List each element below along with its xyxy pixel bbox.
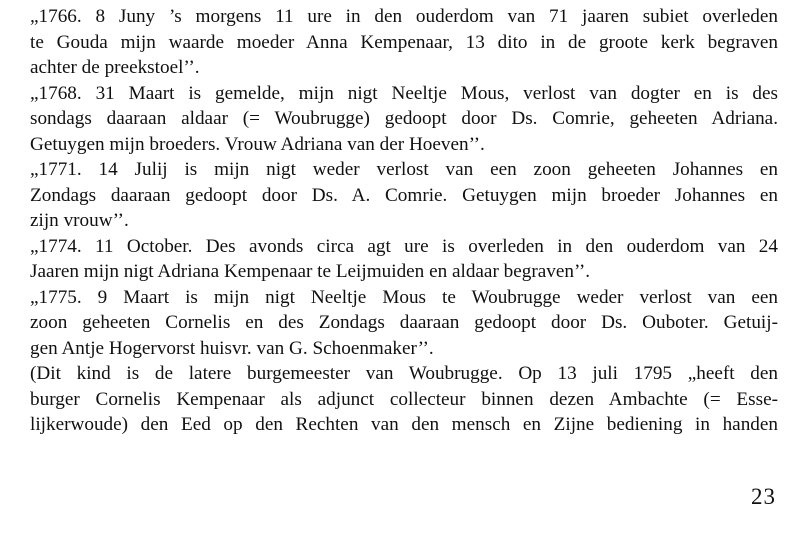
text-line: burger Cornelis Kempenaar als adjunct collecteur binnen dezen Ambachte (= Esse-	[30, 388, 778, 410]
body-text	[30, 4, 778, 438]
text-line: gen Antje Hogervorst huisvr. van G. Schoenmaker’’.	[30, 337, 434, 359]
text-line: „1774. 11 October. Des avonds circa agt ure is overleden in den ouderdom van 24	[30, 235, 778, 257]
text-line: te Gouda mijn waarde moeder Anna Kempenaar, 13 dito in de groote kerk begraven	[30, 31, 778, 53]
text-line: Jaaren mijn nigt Adriana Kempenaar te Leijmuiden en aldaar begraven’’.	[30, 261, 591, 282]
text-line: lijkerwoude) den Eed op den Rechten van den mensch en Zijne bediening in handen	[30, 414, 778, 435]
page-number: 23	[751, 484, 776, 509]
text-line: (Dit kind is de latere burgemeester van Woubrugge. Op 13 juli 1795 „heeft den	[30, 363, 778, 384]
text-line: „1768. 31 Maart is gemelde, mijn nigt Neeltje Mous, verlost van dogter en is des	[30, 82, 778, 104]
text-line: sondags daaraan aldaar (= Woubrugge) gedoopt door Ds. Comrie, geheeten Adriana.	[30, 108, 778, 129]
text-line: Getuygen mijn broeders. Vrouw Adriana van der Hoeven’’.	[30, 133, 485, 155]
text-line: achter de preekstoel’’.	[30, 57, 200, 78]
text-line: „1766. 8 Juny ’s morgens 11 ure in den ouderdom van 71 jaaren subiet overleden	[30, 6, 778, 27]
text-line: „1775. 9 Maart is mijn nigt Neeltje Mous te Woubrugge weder verlost van een	[30, 286, 778, 308]
text-line: Zondags daaraan gedoopt door Ds. A. Comrie. Getuygen mijn broeder Johannes en	[30, 184, 778, 206]
text-line: zoon geheeten Cornelis en des Zondags daaraan gedoopt door Ds. Ouboter. Getuij-	[30, 312, 778, 333]
text-line: zijn vrouw’’.	[30, 210, 129, 231]
text-line: „1771. 14 Julij is mijn nigt weder verlost van een zoon geheeten Johannes en	[30, 159, 778, 180]
